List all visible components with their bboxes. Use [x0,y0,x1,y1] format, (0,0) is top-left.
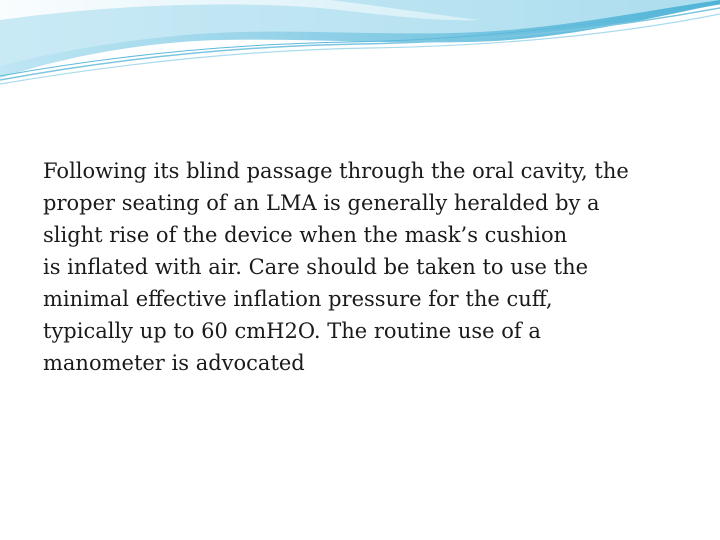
body-line: slight rise of the device when the mask’s cushion [43,223,568,247]
body-line: manometer is advocated [43,351,305,375]
header-wave-decoration [0,0,720,90]
body-line: is inflated with air. Care should be taken to use the [43,255,589,279]
body-paragraph [43,155,683,379]
body-line: typically up to 60 cmH2O. The routine use of a [43,319,541,343]
body-line: Following its blind passage through the oral cavity, the [43,159,629,183]
body-line: proper seating of an LMA is generally heralded by a [43,191,600,215]
body-line: minimal effective inflation pressure for the cuff, [43,287,553,311]
